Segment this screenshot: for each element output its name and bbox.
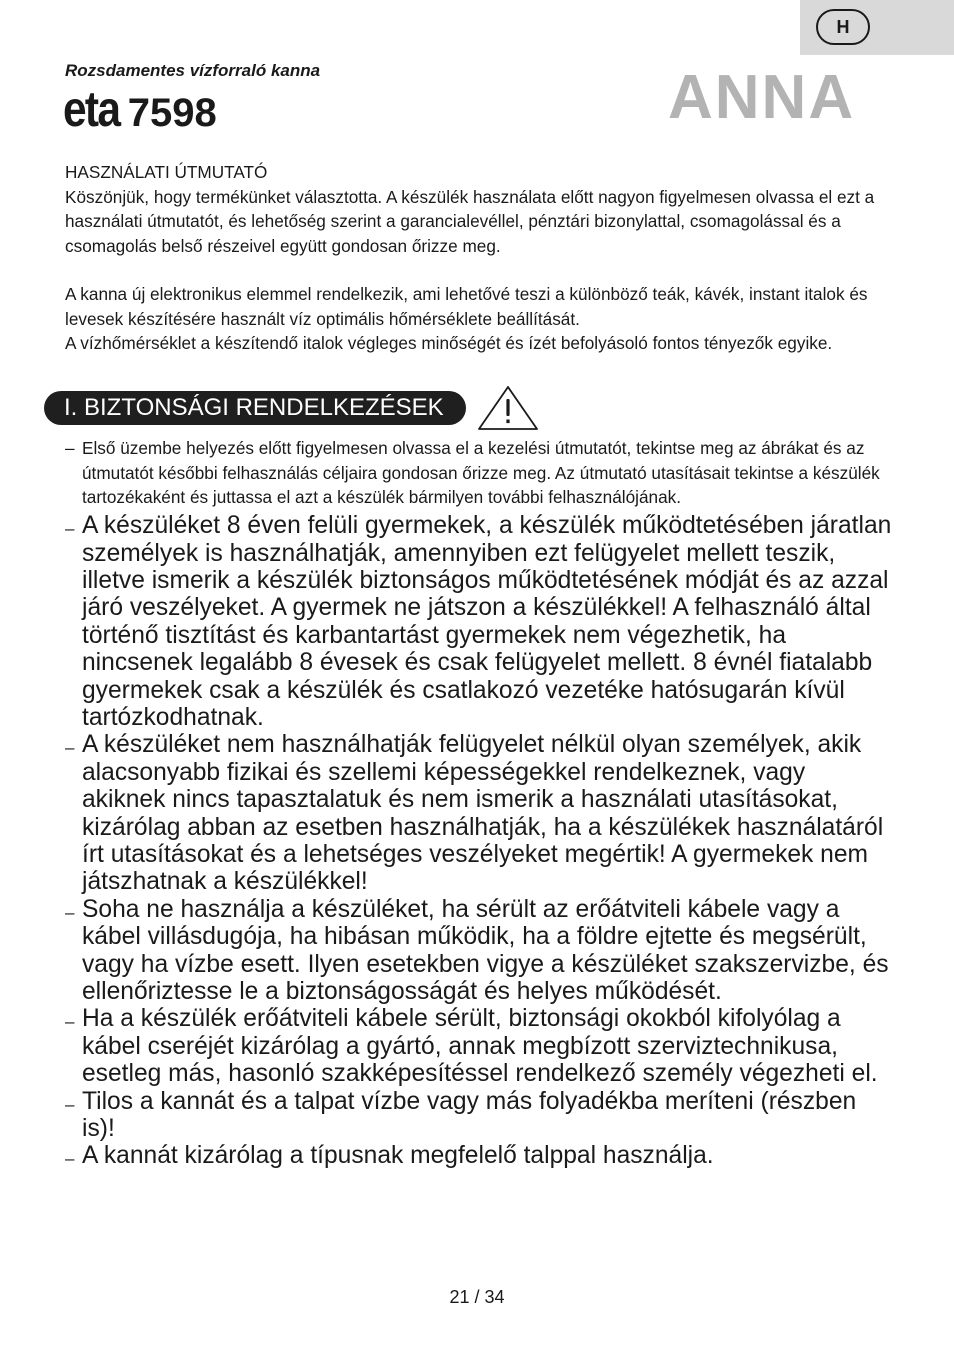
- paragraph-spacer: [65, 258, 895, 282]
- list-item-text: Tilos a kannát és a talpat vízbe vagy más folyadékba meríteni (részben is)!: [82, 1087, 857, 1143]
- list-item-text: A készüléket nem használhatják felügyelet nélkül olyan személyek, akik alacsonyabb fizikai és szellemi képességekkel rendelkeznek, vagy akiknek nincs tapasztalatuk és nem ismerik a használati utasításokat, kizárólag abban az esetben használhatják, ha a készülékek használatáról írt utasításokat és a lehetséges veszélyeket megértik! A gyermekek nem játszhatnak a készülékkel!: [82, 731, 884, 896]
- list-item: [65, 896, 895, 1006]
- brand-logo: [63, 81, 217, 137]
- list-item-text: Soha ne használja a készüléket, ha sérült az erőátviteli kábele vagy a kábel villásdugója, ha hibásan működik, ha a földre ejtette és megsérült, vagy ha vízbe esett. Ilyen esetekben vigye a készüléket szakszervizbe, és ellenőriztesse le a biztonságosságát és helyes működését.: [82, 895, 889, 1006]
- product-subtitle: Rozsdamentes vízforraló kanna: [65, 61, 321, 80]
- list-dash: –: [65, 738, 75, 758]
- intro-paragraph-2b: A vízhőmérséklet a készítendő italok végleges minőségét és ízét befolyásoló fontos tényezők egyike.: [65, 333, 833, 353]
- warning-triangle-icon: [476, 384, 540, 432]
- list-item: [65, 1142, 895, 1172]
- list-item: [65, 436, 895, 510]
- intro-heading: HASZNÁLATI ÚTMUTATÓ: [65, 162, 268, 182]
- list-dash: –: [65, 902, 75, 922]
- intro-paragraph-2a: A kanna új elektronikus elemmel rendelkezik, ami lehetővé teszi a különböző teák, kávék, instant italok és levesek készítésére használt víz optimális hőmérséklete beállítását.: [65, 284, 868, 329]
- list-item: [65, 1005, 895, 1087]
- list-item: [65, 1088, 895, 1143]
- brand-name: eta: [63, 81, 120, 137]
- list-item-text: Ha a készülék erőátviteli kábele sérült, biztonsági okokból kifolyólag a kábel cseréjét kizárólag a gyártó, annak megbízott szerviztechnikusa, esetleg más, hasonló szakképesítéssel rendelkező személy végezheti el.: [82, 1005, 878, 1088]
- intro-section: [65, 160, 895, 356]
- language-tab: [800, 0, 954, 55]
- product-name: ANNA: [668, 63, 856, 132]
- list-item-text: A készüléket 8 éven felüli gyermekek, a készülék működtetésében járatlan személyek is használhatják, amennyiben ezt felügyelet mellett teszik, illetve ismerik a készülék biztonságos működtetésének módját és az azzal járó veszélyeket. A gyermek ne játszon a készülékkel! A felhasználó által történő tisztítást és karbantartást gyermekek nem végezhetik, ha nincsenek legalább 8 évesek és csak felügyelet mellett. 8 évnél fiatalabb gyermekek csak a készülék és csatlakozó vezetéke hatósugarán kívül tartózkodhatnak.: [82, 512, 892, 731]
- list-dash: –: [65, 1012, 75, 1032]
- list-dash: –: [65, 438, 75, 458]
- list-dash: –: [65, 519, 75, 539]
- model-number: 7598: [127, 91, 217, 135]
- section-header: [44, 391, 540, 425]
- list-item-text: A kannát kizárólag a típusnak megfelelő talppal használja.: [82, 1142, 714, 1170]
- safety-notes-list: [65, 436, 895, 1173]
- list-dash: –: [65, 1094, 75, 1114]
- language-badge: H: [816, 9, 870, 45]
- list-item-text: Első üzembe helyezés előtt figyelmesen olvassa el a kezelési útmutatót, tekintse meg az ábrákat és az útmutatót későbbi felhasználás céljaira gondosan őrizze meg. Az útmutató utasításait tekintse a készülék tartozékaként és juttassa el azt a készülék bármilyen további felhasználójának.: [82, 438, 880, 508]
- list-item: [65, 731, 895, 895]
- intro-paragraph-1: Köszönjük, hogy termékünket választotta. A készülék használata előtt nagyon figyelmesen olvassa el ezt a használati útmutatót, és lehetőség szerint a garancialevéllel, pénztári bizonylattal, csomagolással és a csomagolás belső részeivel együtt gondosan őrizze meg.: [65, 186, 875, 256]
- page-number: 21 / 34: [449, 1287, 505, 1307]
- list-item: [65, 512, 895, 731]
- section-title: I. BIZTONSÁGI RENDELKEZÉSEK: [44, 391, 466, 425]
- list-dash: –: [65, 1149, 75, 1169]
